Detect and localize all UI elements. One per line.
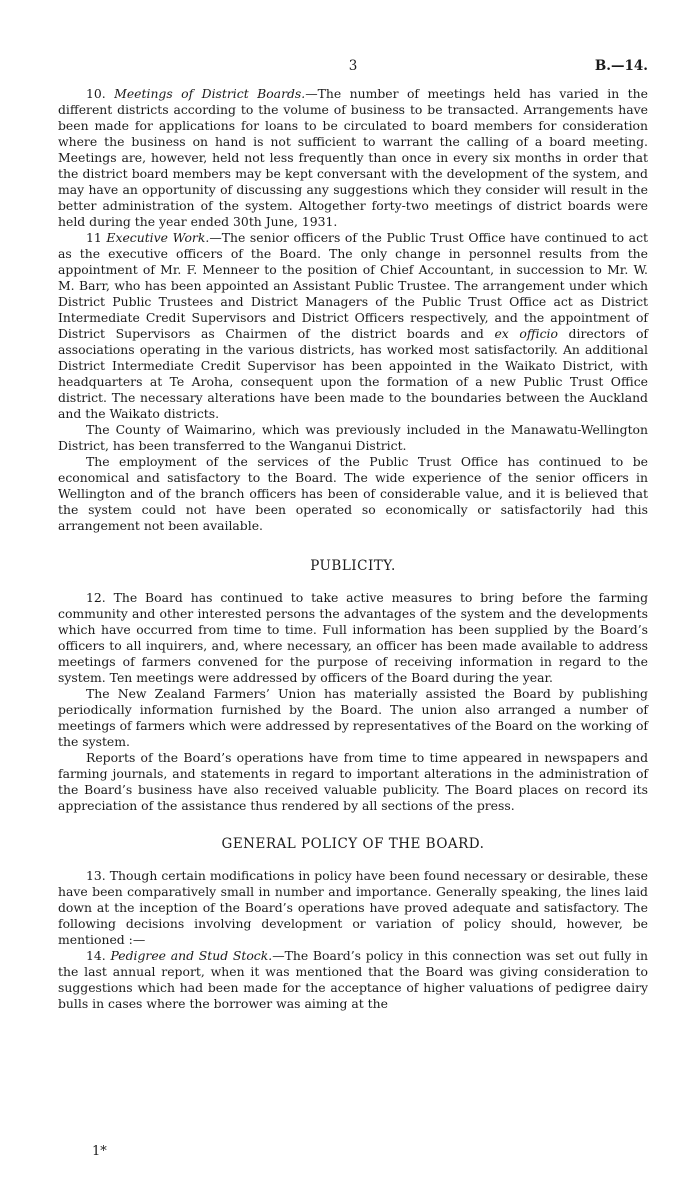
- paragraph-14: [58, 948, 648, 1012]
- paragraph-text: Reports of the Board’s operations have from time to time appeared in newspapers and farming journals, and statements in regard to important alterations in the administration of the Board’s business have also received valuable publicity. The Board places on record its appreciation of the assistance thus rendered by all sections of the press.: [58, 750, 648, 813]
- paragraph-text: The County of Waimarino, which was previously included in the Manawatu-Wellington District, has been transferred to the Wanganui District.: [58, 422, 648, 453]
- paragraph-press: [58, 750, 648, 814]
- paragraph-text: The New Zealand Farmers’ Union has materially assisted the Board by publishing periodically information furnished by the Board. The union also arranged a number of meetings of farmers which were addressed by representatives of the Board on the working of the system.: [58, 686, 648, 749]
- document-reference: B.—14.: [594, 58, 648, 74]
- paragraph-text: 13. Though certain modifications in policy have been found necessary or desirable, these have been comparatively small in number and importance. Generally speaking, the lines laid down at the inception of the Board’s operations have proved adequate and satisfactory. The following decisions involving development or variation of policy should, however, be mentioned :—: [58, 868, 648, 947]
- section-heading-publicity: PUBLICITY.: [310, 558, 396, 574]
- paragraph-text: 12. The Board has continued to take active measures to bring before the farming community and other interested persons the advantages of the system and the developments which have occurred from time to time. Full information has been supplied by the Board’s officers to all inquirers, and, where necessary, an officer has been made available to address meetings of farmers convened for the purpose of receiving information in regard to the system. Ten meetings were addressed by officers of the Board during the year.: [58, 590, 648, 685]
- document-body: [58, 86, 648, 1012]
- page-header: [58, 58, 648, 78]
- paragraph-farmers-union: [58, 686, 648, 750]
- section-heading-general-policy: GENERAL POLICY OF THE BOARD.: [221, 836, 485, 852]
- paragraph-number: 14.: [86, 948, 106, 963]
- paragraph-heading: Pedigree and Stud Stock.: [110, 948, 273, 963]
- paragraph-number: 10.: [86, 86, 106, 101]
- paragraph-text: —The Board’s policy in this connection was set out fully in the last annual report, when it was mentioned that the Board was giving consideration to suggestions which had been made for the acceptance of higher valuations of pedigree dairy bulls in cases where the borrower was aiming at the: [58, 948, 648, 1011]
- paragraph-text: directors of associations operating in the various districts, has worked most satisfactorily. An additional District Intermediate Credit Supervisor has been appointed in the Waikato District, with headquarters at Te Aroha, consequent upon the formation of a new Public Trust Office district. The necessary alterations have been made to the boundaries between the Auckland and the Waikato districts.: [58, 326, 649, 421]
- paragraph-11: [58, 230, 648, 422]
- paragraph-10: [58, 86, 648, 230]
- paragraph-text: —The senior officers of the Public Trust Office have continued to act as the executive officers of the Board. The only change in personnel results from the appointment of Mr. F. Menneer to the position of Chief Accountant, in succession to Mr. W. M. Barr, who has been appointed an Assistant Public Trustee. The arrangement under which District Public Trustees and District Managers of the Public Trust Office act as District Intermediate Credit Supervisors and District Officers respectively, and the appointment of District Supervisors as Chairmen of the district boards and: [58, 230, 648, 341]
- paragraph-employment: [58, 454, 648, 534]
- paragraph-13: [58, 868, 648, 948]
- page-number: 3: [348, 58, 358, 74]
- paragraph-text: —The number of meetings held has varied in the different districts according to the volume of business to be transacted. Arrangements have been made for applications for loans to be circulated to board members for consideration where the business on hand is not sufficient to warrant the calling of a board meeting. Meetings are, however, held not less frequently than once in every six months in order that the district board members may be kept conversant with the development of the system, and may have an opportunity of discussing any suggestions which they consider will result in the better administration of the system. Altogether forty-two meetings of district boards were held during the year ended 30th June, 1931.: [58, 86, 648, 229]
- latin-phrase: ex officio: [494, 326, 558, 341]
- paragraph-12: [58, 590, 648, 686]
- paragraph-text: The employment of the services of the Public Trust Office has continued to be economical and satisfactory to the Board. The wide experience of the senior officers in Wellington and of the branch officers has been of considerable value, and it is believed that the system could not have been operated so economically or satisfactorily had this arrangement not been available.: [58, 454, 648, 533]
- paragraph-number: 11: [86, 230, 102, 245]
- paragraph-heading: Executive Work.: [106, 230, 210, 245]
- signature-mark: 1*: [92, 1144, 107, 1159]
- paragraph-heading: Meetings of District Boards.: [114, 86, 306, 101]
- paragraph-waimarino: [58, 422, 648, 454]
